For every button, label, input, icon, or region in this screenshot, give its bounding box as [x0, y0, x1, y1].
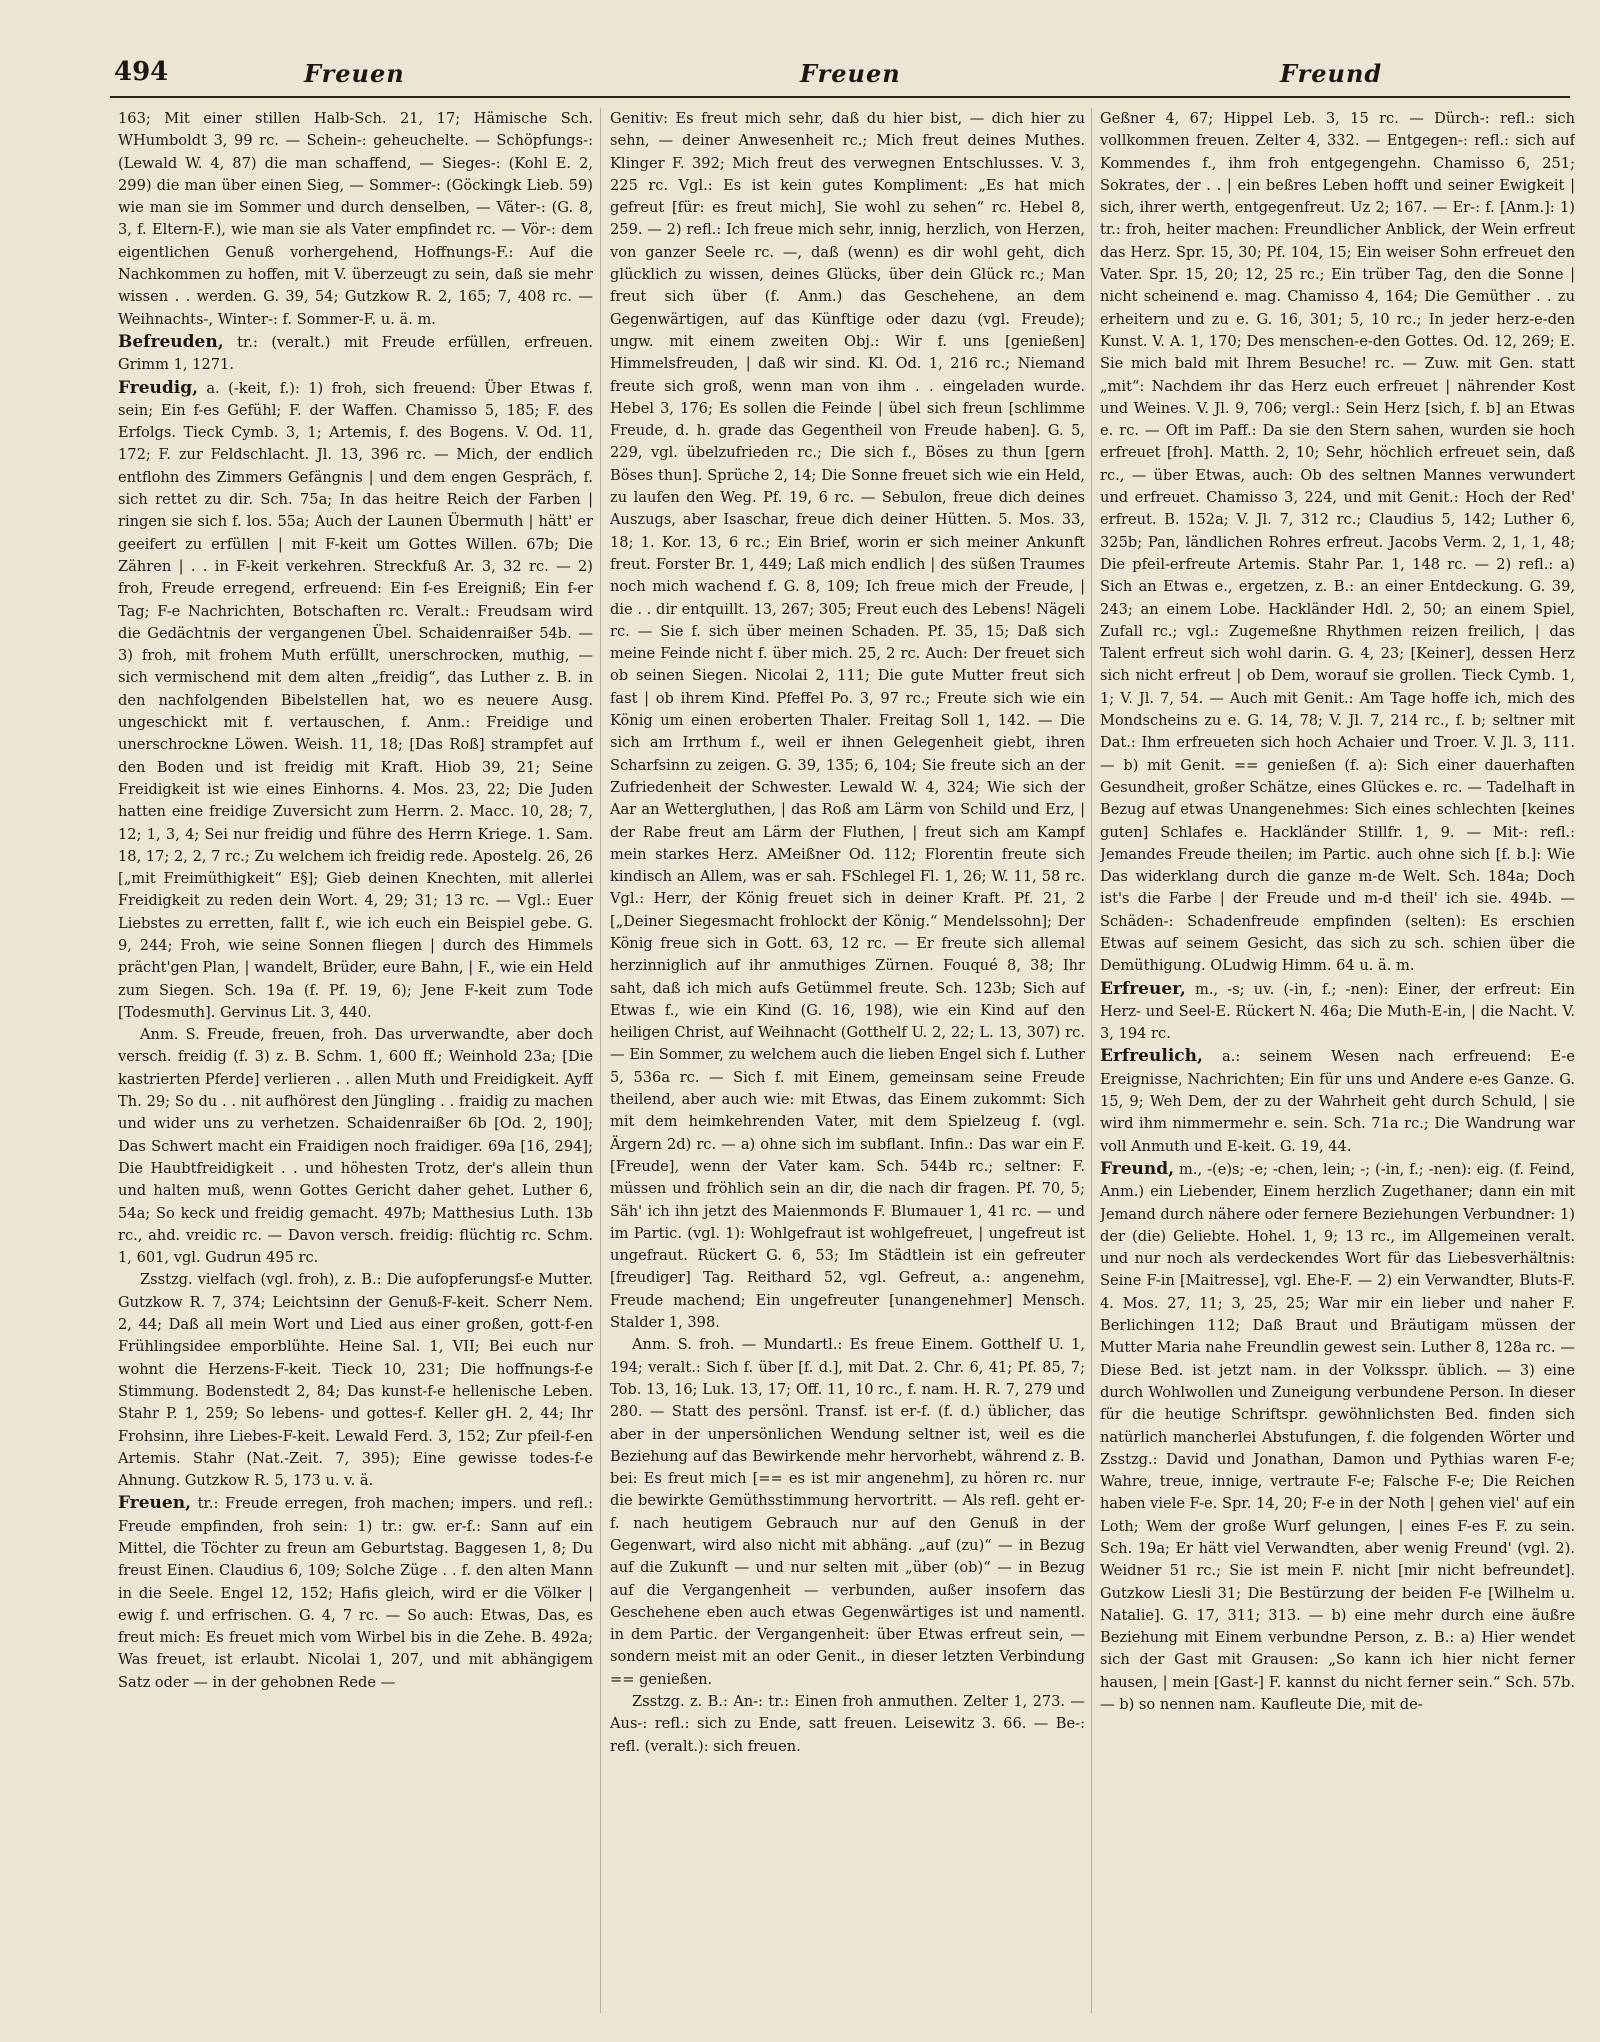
entry-note — [610, 1691, 1085, 1758]
entry-text: 163; Mit einer stillen Halb-Sch. 21, 17; Hämische Sch. WHumboldt 3, 99 rc. — Schein-: geheuchelte. — Schöpfungs-: (Lewald W. 4, 87) die man schaffend, — Sieges-: (Kohl E. 2, 299) die man über einen Sieg, — Sommer-: (Göckingk Lieb. 59) wie man sie im Sommer und durch denselben, — Väter-: (G. 8, 3, f. Eltern-F.), wie man sie als Vater empfindet rc. — Vör-: dem eigentlichen Genuß vorhergehend, Hoffnungs-F.: Auf die Nachkommen zu hoffen, mit V. überzeugt zu sein, daß sie mehr wissen . . werden. G. 39, 54; Gutzkow R. 2, 165; 7, 408 rc. — Weihnachts-, Winter-: f. Sommer-F. u. ä. m. — [118, 110, 593, 328]
entry-continuation — [610, 108, 1085, 1334]
entry-note — [118, 1269, 593, 1492]
text-column-3 — [1100, 108, 1575, 2023]
entry-note — [118, 1024, 593, 1269]
entry-headword: Erfreuer, — [1100, 978, 1186, 999]
dictionary-entry — [118, 331, 593, 377]
entry-text: m., -s; uv. (-in, f.; -nen): Einer, der erfreut: Ein Herz- und Seel-E. Rückert N. 46a; Die Muth-E-in, | die Nacht. V. 3, 194 rc. — [1100, 980, 1575, 1043]
header-rule — [110, 96, 1570, 98]
entry-headword: Befreuden, — [118, 331, 224, 352]
dictionary-entry — [1100, 978, 1575, 1046]
entry-text: tr.: (veralt.) mit Freude erfüllen, erfreuen. Grimm 1, 1271. — [118, 333, 593, 374]
column-divider — [600, 108, 601, 2013]
entry-note — [610, 1334, 1085, 1691]
running-headword-left: Freuen — [304, 59, 405, 88]
entry-headword: Freund, — [1100, 1158, 1175, 1179]
page-number: 494 — [114, 57, 169, 87]
entry-text: m., -(e)s; -e; -chen, lein; -; (-in, f.; -nen): eig. (f. Feind, Anm.) ein Liebender, Einem herzlich Zugethaner; dann ein mit Jemand durch nähere oder fernere Beziehungen Verbundner: 1) der (die) Geliebte. Hohel. 1, 9; 13 rc., im Allgemeinen veralt. und nur noch als verdeckendes Wort für das Liebesverhältnis: Seine F-in [Maitresse], vgl. Ehe-F. — 2) ein Verwandter, Bluts-F. 4. Mos. 27, 11; 3, 25, 25; War mir ein lieber und naher F. Berlichingen 112; Daß Braut und Bräutigam müssen der Mutter Maria nahe Freundlin gewest sein. Luther 8, 128a rc. — Diese Bed. ist jetzt nam. in der Volksspr. üblich. — 3) eine durch Wohlwollen und Zuneigung verbundene Person. In dieser für die heutige Schriftspr. gewöhnlichsten Bed. finden sich natürlich mancherlei Abstufungen, f. die folgenden Wörter und Zsstzg.: David und Jonathan, Damon und Pythias waren F-e; Wahre, treue, innige, vertraute F-e; Falsche F-e; Die Reichen haben viele F-e. Spr. 14, 20; F-e in der Noth | gehen viel' auf ein Loth; Wem der große Wurf gelungen, | eines F-es F. zu sein. Sch. 19a; Er hätt viel Verwandten, aber wenig Freund' (vgl. 2). Weidner 51 rc.; Sie ist mein F. nicht [mir nicht befreundet]. Gutzkow Liesli 31; Die Bestürzung der beiden F-e [Wilhelm u. Natalie]. G. 17, 311; 313. — b) eine mehr durch eine äußre Beziehung mit Einem verbundne Person, z. B.: a) Hier wendet sich der Gast mit Grausen: „So kann ich hier nicht ferner hausen, | mein [Gast-] F. kannst du nicht ferner sein.“ Sch. 57b. — b) so nennen nam. Kaufleute Die, mit de- — [1100, 1160, 1575, 1714]
entry-text: Geßner 4, 67; Hippel Leb. 3, 15 rc. — Dürch-: refl.: sich vollkommen freuen. Zelter 4, 332. — Entgegen-: refl.: sich auf Kommendes f., ihm froh entgegengehn. Chamisso 6, 251; Sokrates, der . . | ein beßres Leben hofft und seiner Ewigkeit | sich, ihrer werth, entgegenfreut. Uz 2; 167. — Er-: f. [Anm.]: 1) tr.: froh, heiter machen: Freundlicher Anblick, der Wein erfreut das Herz. Spr. 15, 30; Pf. 104, 15; Ein weiser Sohn erfreuet den Vater. Spr. 15, 20; 12, 25 rc.; Ein trüber Tag, den die Sonne | nicht scheinend e. mag. Chamisso 4, 164; Die Gemüther . . zu erheitern und zu e. G. 16, 301; 5, 10 rc.; In jeder herz-e-den Kunst. V. A. 1, 170; Des menschen-e-den Gottes. Od. 12, 269; E. Sie mich bald mit Ihrem Besuche! rc. — Zuw. mit Gen. statt „mit“: Nachdem ihr das Herz euch erfreuet | nährender Kost und Weines. V. Jl. 9, 706; vergl.: Sein Herz [sich, f. b] an Etwas e. rc. — Oft im Paff.: Da sie den Stern sahen, wurden sie hoch erfreuet [froh]. Matth. 2, 10; Sehr, höchlich erfreuet sein, daß rc., — über Etwas, auch: Ob des seltnen Mannes verwundert und erfreuet. Chamisso 3, 224, und mit Genit.: Hoch der Red' erfreut. B. 152a; V. Jl. 7, 312 rc.; Claudius 5, 142; Luther 6, 325b; Pan, ländlichen Rohres erfreut. Jacobs Verm. 2, 1, 1, 48; Die pfeil-erfreute Artemis. Stahr Par. 1, 148 rc. — 2) refl.: a) Sich an Etwas e., ergetzen, z. B.: an einer Entdeckung. G. 39, 243; an einem Lobe. Hackländer Hdl. 2, 50; an einem Spiel, Zufall rc.; vgl.: Zugemeßne Rhythmen reizen freilich, | das Talent erfreut sich wohl darin. G. 4, 23; [Keiner], dessen Herz sich nicht erfreut | ob Dem, worauf sie grollen. Tieck Cymb. 1, 1; V. Jl. 7, 54. — Auch mit Genit.: Am Tage hoffe ich, mich des Mondscheins zu e. G. 14, 78; V. Jl. 7, 214 rc., f. b; seltner mit Dat.: Ihm erfreueten sich hoch Achaier und Troer. V. Jl. 3, 111. — b) mit Genit. == genießen (f. a): Sich einer dauerhaften Gesundheit, großer Schätze, eines Glückes e. rc. — Tadelhaft in Bezug auf etwas Unangenehmes: Sich eines schlechten [keines guten] Schlafes e. Hackländer Stillfr. 1, 9. — Mit-: refl.: Jemandes Freude theilen; im Partic. auch ohne sich [f. b.]: Wie Das widerklang durch die ganze m-de Welt. Sch. 184a; Doch ist's die Farbe | der Freude und m-d theil' ich sie. 494b. — Schäden-: Schadenfreude empfinden (selten): Es erschien Etwas auf seinem Gesicht, das sich zu sch. schien über die Demüthigung. OLudwig Himm. 64 u. ä. m. — [1100, 110, 1575, 975]
dictionary-entry — [1100, 1045, 1575, 1157]
entry-continuation — [1100, 108, 1575, 978]
entry-text: Zsstzg. vielfach (vgl. froh), z. B.: Die aufopferungsf-e Mutter. Gutzkow R. 7, 374; Leichtsinn der Genuß-F-keit. Scherr Nem. 2, 44; Daß all mein Wort und Lied aus einer großen, gott-f-en Frühlingsidee emporblühte. Heine Sal. 1, VII; Bei euch nur wohnt die Herzens-F-keit. Tieck 10, 231; Die hoffnungs-f-e Stimmung. Bodenstedt 2, 84; Das kunst-f-e hellenische Leben. Stahr P. 1, 259; So lebens- und gottes-f. Keller gH. 2, 44; Ihr Frohsinn, ihre Liebes-F-keit. Lewald Ferd. 3, 152; Zur pfeil-f-en Artemis. Stahr (Nat.-Zeit. 7, 395); Eine gewisse todes-f-e Ahnung. Gutzkow R. 5, 173 u. v. ä. — [118, 1271, 593, 1490]
dictionary-entry — [118, 1492, 593, 1694]
entry-text: a. (-keit, f.): 1) froh, sich freuend: Über Etwas f. sein; Ein f-es Gefühl; F. der Waffen. Chamisso 5, 185; F. des Erfolgs. Tieck Cymb. 3, 1; Artemis, f. des Bogens. V. Od. 11, 172; F. zur Feldschlacht. Jl. 13, 396 rc. — Mich, der endlich entflohn des Zimmers Gefängnis | und dem engen Gespräch, f. sich rettet zu dir. Sch. 75a; In das heitre Reich der Farben | ringen sie sich f. los. 55a; Auch der Launen Übermuth | hätt' er geeifert zu erfüllen | mit F-keit um Gottes Willen. 67b; Die Zähren | . . in F-keit verkehren. Streckfuß Ar. 3, 32 rc. — 2) froh, Freude erregend, erfreuend: Ein f-es Ereigniß; Ein f-er Tag; F-e Nachrichten, Botschaften rc. Veralt.: Freudsam wird die Gedächtnis der vergangenen Übel. Schaidenraißer 54b. — 3) froh, mit frohem Muth erfüllt, unerschrocken, muthig, — sich vermischend mit dem alten „freidig“, das Luther z. B. in den nachfolgenden Bibelstellen hat, wo es neuere Ausg. ungeschickt mit f. vertauschen, f. Anm.: Freidige und unerschrockne Löwen. Weish. 11, 18; [Das Roß] strampfet auf den Boden und ist freidig mit Kraft. Hiob 39, 21; Seine Freidigkeit ist wie eines Einhorns. 4. Mos. 23, 22; Die Juden hatten eine freidige Zuversicht zum Herrn. 2. Macc. 10, 28; 7, 12; 1, 3, 4; Sei nur freidig und führe des Herrn Kriege. 1. Sam. 18, 17; 2, 2, 7 rc.; Zu welchem ich freidig rede. Apostelg. 26, 26 [„mit Freimüthigkeit“ E§]; Gieb deinen Knechten, mit allerlei Freidigkeit zu reden dein Wort. 4, 29; 31; 13 rc. — Vgl.: Euer Liebstes zu erretten, fallt f., wie ich euch ein Beispiel gebe. G. 9, 244; Froh, wie seine Sonnen fliegen | durch des Himmels prächt'gen Plan, | wandelt, Brüder, eure Bahn, | F., wie ein Held zum Siegen. Sch. 19a (f. Pf. 19, 6); Jene F-keit zum Tode [Todesmuth]. Gervinus Lit. 3, 440. — [118, 379, 593, 1021]
text-column-1 — [118, 108, 593, 2023]
entry-text: Zsstzg. z. B.: An-: tr.: Einen froh anmuthen. Zelter 1, 273. — Aus-: refl.: sich zu Ende, satt freuen. Leisewitz 3. 66. — Be-: refl. (veralt.): sich freuen. — [610, 1693, 1085, 1755]
column-divider — [1091, 108, 1092, 2013]
dictionary-entry — [1100, 1158, 1575, 1716]
page-header — [110, 55, 1570, 91]
entry-headword: Freuen, — [118, 1493, 191, 1514]
entry-headword: Erfreulich, — [1100, 1046, 1203, 1067]
dictionary-entry — [118, 377, 593, 1025]
entry-text: Genitiv: Es freut mich sehr, daß du hier bist, — dich hier zu sehn, — deiner Anwesenheit rc.; Mich freut deines Muthes. Klinger F. 392; Mich freut des verwegnen Entschlusses. V. 3, 225 rc. Vgl.: Es ist kein gutes Kompliment: „Es hat mich gefreut [für: es freut mich], Sie wohl zu sehen“ rc. Hebel 8, 259. — 2) refl.: Ich freue mich sehr, innig, herzlich, von Herzen, von ganzer Seele rc. —, daß (wenn) es dir wohl geht, dich glücklich zu wissen, deines Glücks, über dein Glück rc.; Man freut sich über (f. Anm.) das Geschehene, an dem Gegenwärtigen, auf das Künftige oder dazu (vgl. Freude); ungw. mit einem zweiten Obj.: Wir f. uns [genießen] Himmelsfreuden, | daß wir sind. Kl. Od. 1, 216 rc.; Niemand freute sich groß, wenn man von ihm . . eingeladen wurde. Hebel 3, 176; Es sollen die Feinde | übel sich freun [schlimme Freude, d. h. grade das Gegentheil von Freude haben]. G. 5, 229, vgl. übelzufrieden rc.; Die sich f., Böses zu thun [gern Böses thun]. Sprüche 2, 14; Die Sonne freuet sich wie ein Held, zu laufen den Weg. Pf. 19, 6 rc. — Sebulon, freue dich deines Auszugs, aber Isaschar, freue dich deiner Hütten. 5. Mos. 33, 18; 1. Kor. 13, 6 rc.; Ein Brief, worin er sich meiner Ankunft freut. Forster Br. 1, 449; Laß mich endlich | des süßen Traumes noch mich wachend f. G. 8, 109; Ich freue mich der Freude, | die . . dir entquillt. 13, 267; 305; Freut euch des Lebens! Nägeli rc. — Sie f. sich über meinen Schaden. Pf. 35, 15; Daß sich meine Feinde nicht f. über mich. 25, 2 rc. Auch: Der freuet sich ob seinen Siegen. Nicolai 2, 111; Die gute Mutter freut sich fast | ob ihrem Kind. Pfeffel Po. 3, 97 rc.; Freute sich wie ein König um einen eroberten Thaler. Freitag Soll 1, 142. — Die sich am Irrthum f., weil er ihnen Gelegenheit giebt, ihren Scharfsinn zu zeigen. G. 39, 135; 6, 104; Sie freute sich an der Zufriedenheit der Schwester. Lewald W. 4, 324; Wie sich der Aar an Wettergluthen, | das Roß am Lärm von Schild und Erz, | der Rabe freut am Lärm der Fluthen, | freut sich am Kampf mein starkes Herz. AMeißner Od. 112; Florentin freute sich kindisch an Allem, was er sah. FSchlegel Fl. 1, 26; W. 11, 58 rc. Vgl.: Herr, der König freuet sich in deiner Kraft. Pf. 21, 2 [„Deiner Siegesmacht frohlockt der König.“ Mendelssohn]; Der König freue sich in Gott. 63, 12 rc. — Er freute sich allemal herzinniglich auf ihr anmuthiges Zürnen. Fouqué 8, 38; Ihr saht, daß ich mich aufs Getümmel freute. Sch. 123b; Sich auf Etwas f., wie ein Kind (G. 16, 198), wie ein Kind auf den heiligen Christ, auf Weihnacht (Gotthelf U. 2, 22; L. 13, 307) rc. — Ein Sommer, zu welchem auch die lieben Engel sich f. Luther 5, 536a rc. — Sich f. mit Einem, gemeinsam seine Freude theilend, aber auch wie: mit Etwas, das Einem zukommt: Sich mit dem heimkehrenden Vater, mit dem Spielzeug f. (vgl. Ärgern 2d) rc. — a) ohne sich im subflant. Infin.: Das war ein F. [Freude], wenn der Vater kam. Sch. 544b rc.; seltner: F. müssen und fröhlich sein an dir, die nach dir fragen. Pf. 70, 5; Säh' ich ihn jetzt des Maienmonds F. Blumauer 1, 41 rc. — und im Partic. (vgl. 1): Wohlgefraut ist wohlgefreuet, | ungefreut ist ungefraut. Rückert G. 6, 53; Im Städtlein ist ein gefreuter [freudiger] Tag. Reithard 52, vgl. Gefreut, a.: angenehm, Freude machend; Ein ungefreuter [unangenehmer] Mensch. Stalder 1, 398. — [610, 110, 1085, 1332]
entry-text: tr.: Freude erregen, froh machen; impers. und refl.: Freude empfinden, froh sein: 1) tr.: gw. er-f.: Sann auf ein Mittel, die Töchter zu freun am Geburtstag. Baggesen 1, 8; Du freust Einen. Claudius 6, 109; Solche Züge . . f. den alten Mann in die Seele. Engel 12, 152; Hafis gleich, wird er die Völker | ewig f. und erfrischen. G. 4, 7 rc. — So auch: Etwas, Das, es freut mich: Es freuet mich vom Wirbel bis in die Zehe. B. 492a; Was freuet, ist erlaubt. Nicolai 1, 207, und mit abhängigem Satz oder — in der gehobnen Rede — — [118, 1495, 593, 1691]
entry-headword: Freudig, — [118, 377, 199, 398]
entry-continuation — [118, 108, 593, 331]
text-column-2 — [610, 108, 1085, 2023]
entry-text: a.: seinem Wesen nach erfreuend: E-e Ereignisse, Nachrichten; Ein für uns und Andere e-es Ganze. G. 15, 9; Weh Dem, der zu der Wahrheit geht durch Schuld, | sie wird ihm nimmermehr e. sein. Sch. 71a rc.; Die Wandrung war voll Anmuth und E-keit. G. 19, 44. — [1100, 1048, 1575, 1155]
entry-text: Anm. S. froh. — Mundartl.: Es freue Einem. Gotthelf U. 1, 194; veralt.: Sich f. über [f. d.], mit Dat. 2. Chr. 6, 41; Pf. 85, 7; Tob. 13, 16; Luk. 13, 17; Off. 11, 10 rc., f. nam. H. R. 7, 279 und 280. — Statt des persönl. Transf. ist er-f. (f. d.) üblicher, das aber in der unpersönlichen Wendung seltner ist, weil es die Beziehung auf das Bewirkende mehr hervorhebt, während z. B. bei: Es freut mich [== es ist mir angenehm], zu hören rc. nur die bewirkte Gemüthsstimmung hervortritt. — Als refl. geht er-f. nach heutigem Gebrauch nur auf den Genuß in der Gegenwart, wird also nicht mit abhäng. „auf (zu)“ — in Bezug auf die Zukunft — und nur selten mit „über (ob)“ — in Bezug auf die Vergangenheit — verbunden, außer insofern das Geschehene eben auch etwas Gegenwärtiges ist und namentl. in dem Partic. der Vergangenheit: über Etwas erfreut sein, — sondern meist mit an oder Genit., in dieser letzten Verbindung == genießen. — [610, 1336, 1085, 1688]
entry-text: Anm. S. Freude, freuen, froh. Das urverwandte, aber doch versch. freidig (f. 3) z. B. Schm. 1, 600 ff.; Weinhold 23a; [Die kastrierten Pferde] verlieren . . allen Muth und Freidigkeit. Ayff Th. 29; So du . . nit aufhörest den Jüngling . . fraidig zu machen und wider uns zu verhetzen. Schaidenraißer 6b [Od. 2, 190]; Das Schwert macht ein Fraidigen noch fraidiger. 69a [16, 294]; Die Haubtfreidigkeit . . und höhesten Trotz, der's allein thun und halten muß, wenn Gottes Gericht daher gehet. Luther 6, 54a; So keck und freidig gemacht. 497b; Matthesius Luth. 13b rc., ahd. vreidic rc. — Davon versch. freidig: flüchtig rc. Schm. 1, 601, vgl. Gudrun 495 rc. — [118, 1026, 593, 1267]
running-headword-center: Freuen — [800, 59, 901, 88]
running-headword-right: Freund — [1280, 59, 1383, 88]
